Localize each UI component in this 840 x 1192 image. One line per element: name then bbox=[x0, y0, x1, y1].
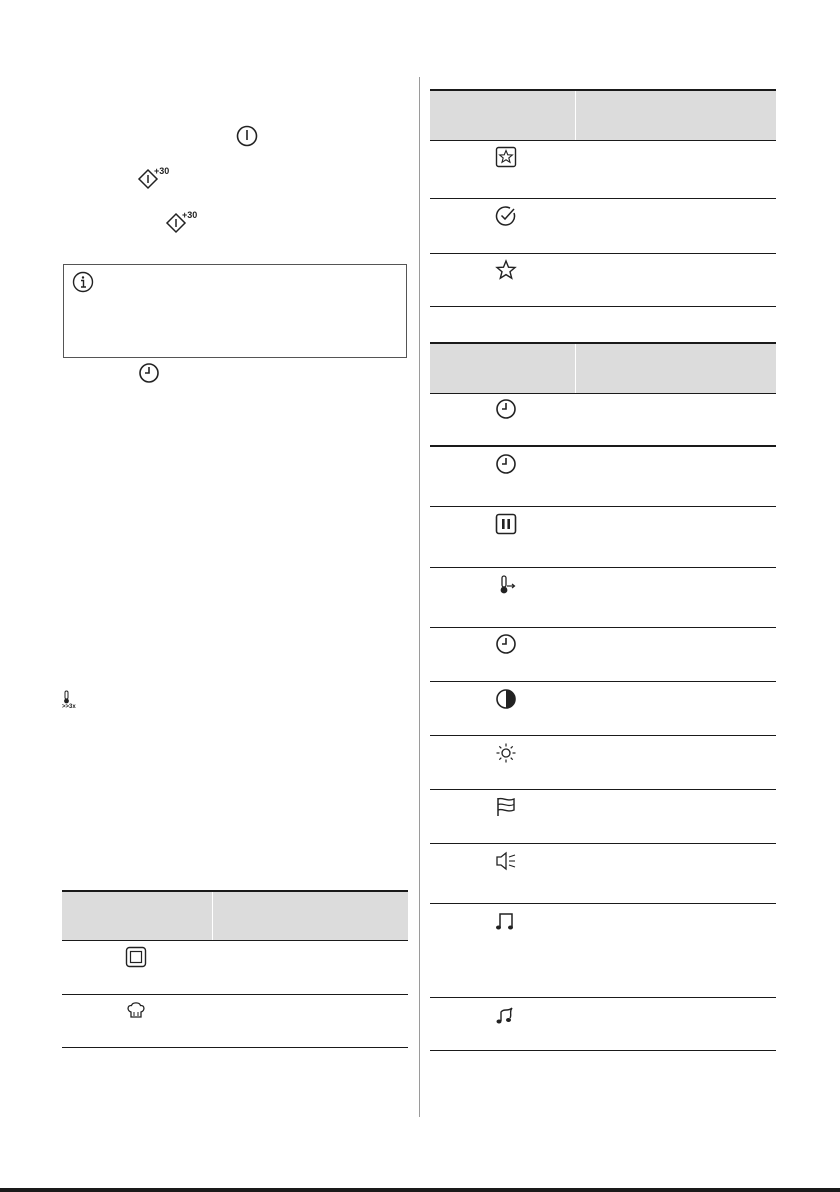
star-box-icon bbox=[495, 146, 517, 168]
column-divider bbox=[419, 77, 420, 1117]
table-row-rule bbox=[430, 903, 776, 904]
core-temp-icon bbox=[495, 574, 517, 596]
thermometer-icon bbox=[62, 690, 82, 712]
info-icon bbox=[72, 271, 94, 293]
temp-indicator-sub: >>3x bbox=[62, 704, 76, 710]
table-row-rule bbox=[430, 627, 776, 628]
right-table1-header bbox=[430, 89, 776, 140]
table-row-rule bbox=[430, 789, 776, 790]
table-row-rule bbox=[62, 994, 408, 995]
table-row-rule bbox=[430, 681, 776, 682]
table-bottom-rule bbox=[62, 1047, 408, 1048]
right-table2-header bbox=[430, 342, 776, 393]
tone-icon bbox=[495, 910, 517, 932]
chef-hat-icon bbox=[125, 1000, 147, 1022]
check-icon bbox=[495, 205, 517, 227]
contrast-icon bbox=[495, 688, 517, 710]
table-row-rule bbox=[430, 140, 776, 141]
table-row-rule bbox=[430, 997, 776, 998]
plus30-label: +30 bbox=[154, 166, 170, 176]
table-row-rule bbox=[430, 253, 776, 254]
table-bottom-rule bbox=[430, 1050, 776, 1051]
brightness-icon bbox=[495, 742, 517, 764]
clock-icon bbox=[495, 453, 517, 475]
square-program-icon bbox=[125, 946, 147, 968]
clock-icon bbox=[495, 398, 517, 420]
table-row-rule bbox=[430, 567, 776, 568]
table-bottom-rule bbox=[430, 306, 776, 307]
star-icon bbox=[495, 259, 517, 281]
table-row-rule bbox=[62, 940, 408, 941]
table-row-rule bbox=[430, 198, 776, 199]
pause-icon bbox=[495, 513, 517, 535]
plus30-icon bbox=[137, 167, 177, 193]
page-bottom-rule bbox=[0, 1188, 840, 1192]
melody-icon bbox=[495, 1004, 517, 1026]
plus30-label: +30 bbox=[182, 210, 198, 220]
power-icon bbox=[236, 125, 258, 147]
table-row-rule bbox=[430, 735, 776, 736]
table-row-rule bbox=[430, 506, 776, 507]
plus30-icon bbox=[165, 211, 205, 237]
table-row-rule bbox=[430, 393, 776, 394]
table-row-rule bbox=[430, 445, 776, 447]
clock-icon bbox=[138, 362, 160, 384]
left-table-header bbox=[62, 890, 408, 940]
table-row-rule bbox=[430, 843, 776, 844]
clock-icon bbox=[495, 633, 517, 655]
steam-flag-icon bbox=[495, 796, 517, 818]
speaker-icon bbox=[495, 850, 517, 872]
note-box bbox=[63, 264, 407, 358]
